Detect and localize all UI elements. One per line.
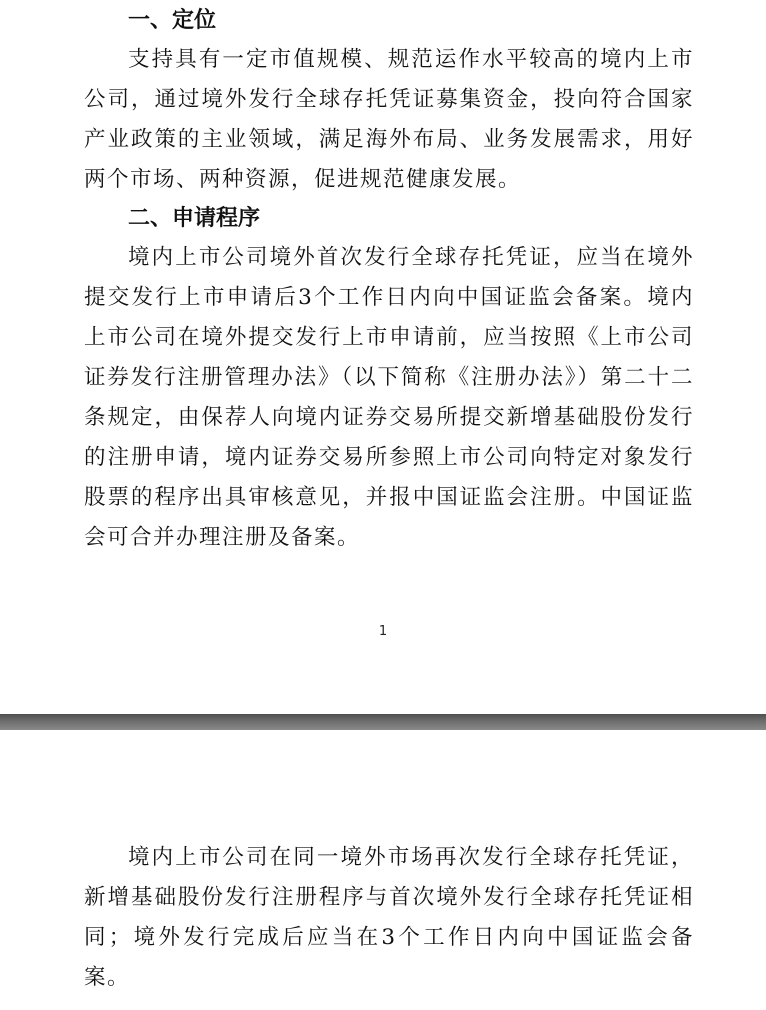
section-heading-positioning: 一、定位 xyxy=(128,8,217,33)
section-paragraph-application-procedure: 境内上市公司境外首次发行全球存托凭证，应当在境外提交发行上市申请后3个工作日内向中国证监会备案。境内上市公司在境外提交发行上市申请前，应当按照《上市公司证券发行注册管理办法》（以下简称《注册办法》）第二十二条规定，由保荐人向境内证券交易所提交新增基础股份发行的注册申请，境内证券交易所参照上市公司向特定对象发行股票的程序出具审核意见，并报中国证监会注册。中国证监会可合并办理注册及备案。 xyxy=(84,245,694,550)
page-2-content xyxy=(84,838,694,1000)
page-number: 1 xyxy=(378,624,388,639)
section-heading-application-procedure: 二、申请程序 xyxy=(128,206,261,231)
page-separator xyxy=(0,714,766,730)
document-page-2 xyxy=(0,730,766,1010)
section-paragraph-positioning: 支持具有一定市值规模、规范运作水平较高的境内上市公司，通过境外发行全球存托凭证募集资金，投向符合国家产业政策的主业领域，满足海外布局、业务发展需求，用好两个市场、两种资源，促进规范健康发展。 xyxy=(84,47,694,192)
page-1-content xyxy=(84,6,694,560)
continuation-paragraph: 境内上市公司在同一境外市场再次发行全球存托凭证，新增基础股份发行注册程序与首次境外发行全球存托凭证相同；境外发行完成后应当在3个工作日内向中国证监会备案。 xyxy=(84,845,694,990)
